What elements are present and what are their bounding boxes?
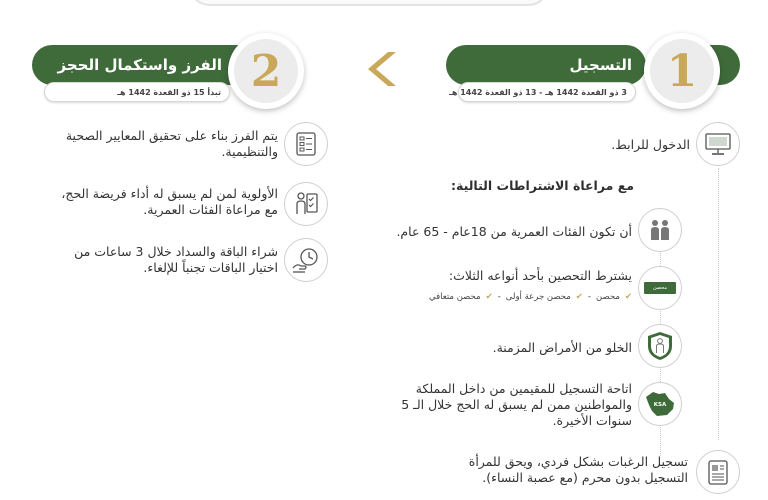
stage2-title: الفرز واستكمال الحجز xyxy=(57,56,222,74)
check-icon: ✔ xyxy=(624,292,632,302)
age-item-text: أن تكون الفئات العمرية من 18عام - 65 عام. xyxy=(396,224,632,239)
stage1-number-badge xyxy=(644,33,720,109)
residency-item-text: اتاحة التسجيل للمقيمين من داخل المملكة والمواطنين ممن لم يسبق له الحج خلال الـ 5 سنوات الأخيرة. xyxy=(401,381,632,428)
saudi-map-icon xyxy=(638,382,682,426)
vaccine-card-label: محصن xyxy=(644,282,676,294)
top-card xyxy=(188,0,550,6)
left-item-2-text: الأولوية لمن لم يسبق له أداء فريضة الحج، مع مراعاة الفئات العمرية. xyxy=(61,186,278,217)
clock-payment-icon xyxy=(284,238,328,282)
left-item-3-text: شراء الباقة والسداد خلال 3 ساعات من اختيار الباقات تجنباً للإلغاء. xyxy=(74,244,278,275)
check-icon: ✔ xyxy=(485,292,493,302)
timeline-line xyxy=(718,168,719,440)
vaccine-card-icon xyxy=(638,266,682,310)
people-icon xyxy=(638,208,682,252)
conditions-heading: مع مراعاة الاشتراطات التالية: xyxy=(451,178,634,193)
stage1-number: 1 xyxy=(650,39,714,103)
separator: - xyxy=(497,292,501,302)
stage1-title: التسجيل xyxy=(569,56,632,74)
vaccine-option-1: محصن xyxy=(595,292,620,302)
stage2-number-badge xyxy=(228,33,304,109)
checklist-icon xyxy=(284,122,328,166)
health-item-text: الخلو من الأمراض المزمنة. xyxy=(492,340,632,355)
left-item-1-text: يتم الفرز بناء على تحقيق المعايير الصحية والتنظيمية. xyxy=(65,128,278,159)
stage2-header xyxy=(32,45,244,85)
separator: - xyxy=(587,292,591,302)
shield-person-icon xyxy=(638,324,682,368)
stage2-number: 2 xyxy=(234,39,298,103)
stage1-date: 3 ذو القعدة 1442 هـ - 13 ذو القعدة 1442 هـ xyxy=(458,82,636,102)
person-checklist-icon xyxy=(284,182,328,226)
saudi-map-label: KSA xyxy=(653,402,667,408)
form-icon xyxy=(696,450,740,494)
check-icon: ✔ xyxy=(575,292,583,302)
stage2-date: تبدأ 15 ذو القعدة 1442 هـ xyxy=(44,82,230,102)
vaccine-item-text: يشترط التحصين بأحد أنواعه الثلاث: xyxy=(448,268,632,283)
individual-item-text: تسجيل الرغبات بشكل فردي، ويحق للمرأة التسجيل بدون محرم (مع عصبة النساء). xyxy=(468,454,688,485)
vaccine-option-2: محصن جرعة أولى xyxy=(505,292,571,302)
computer-icon xyxy=(696,122,740,166)
link-item-text: الدخول للرابط. xyxy=(611,137,690,152)
stage1-header xyxy=(446,45,646,85)
chevron-left-icon xyxy=(366,50,404,88)
vaccine-option-3: محصن متعافي xyxy=(429,292,481,302)
vaccine-options xyxy=(400,292,632,302)
